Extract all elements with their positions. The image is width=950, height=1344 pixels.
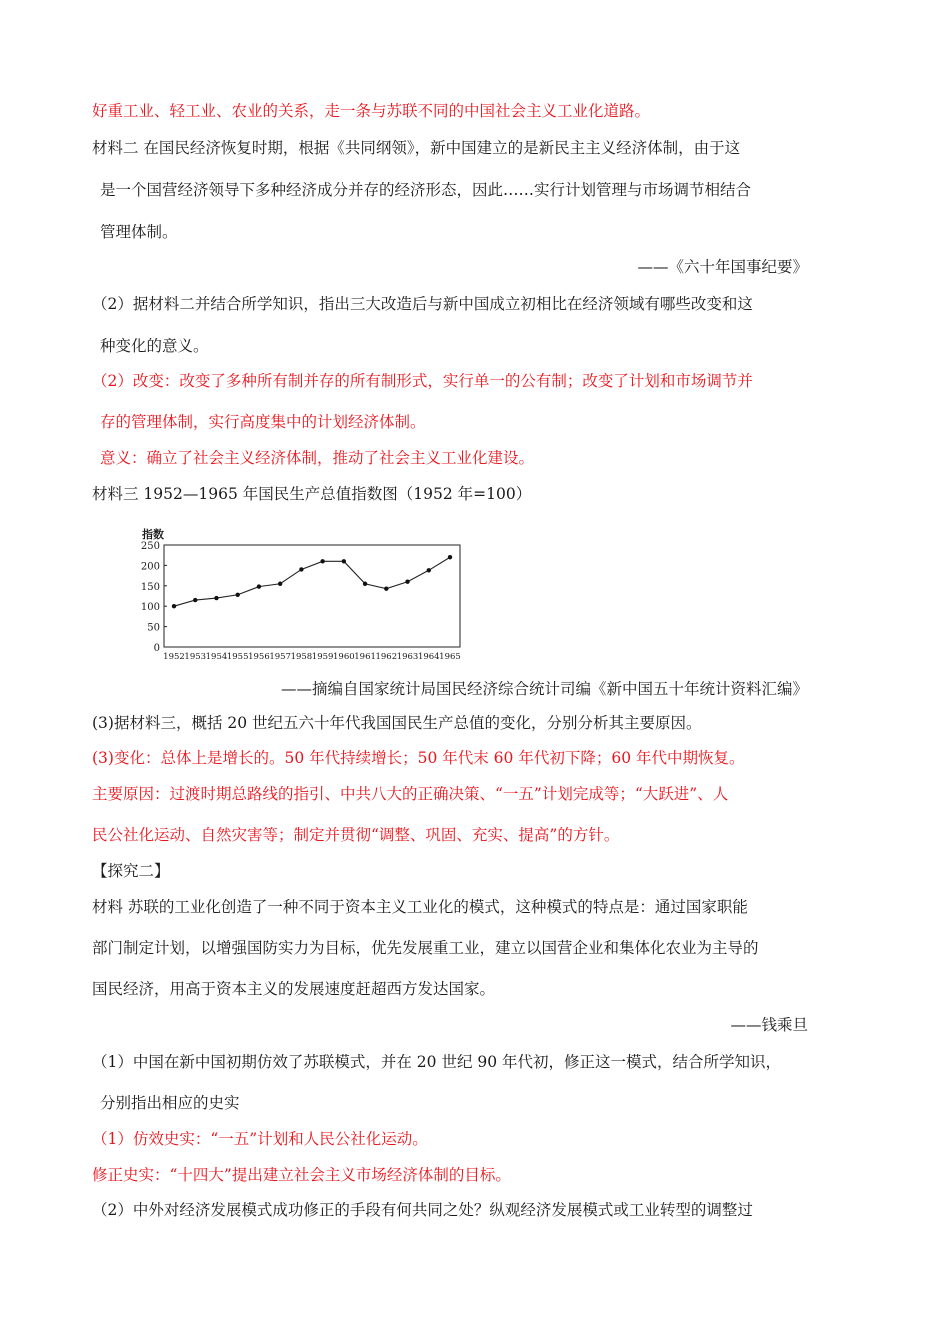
data-point <box>172 604 176 608</box>
question-4-line-1: （1）中国在新中国初期仿效了苏联模式，并在 20 世纪 90 年代初，修正这一模式，结合所学知识， <box>92 1053 782 1071</box>
data-point <box>448 555 452 559</box>
chart-axes <box>164 545 460 647</box>
data-point <box>257 584 261 588</box>
x-tick-label: 1964 <box>417 652 440 662</box>
x-tick-labels <box>163 652 461 662</box>
x-tick-label: 1963 <box>396 652 419 662</box>
answer-line-1: 好重工业、轻工业、农业的关系，走一条与苏联不同的中国社会主义工业化道路。 <box>92 102 651 120</box>
answer-3-reason-line-2: 民公社化运动、自然灾害等；制定并贯彻“调整、巩固、充实、提高”的方针。 <box>92 826 620 844</box>
x-tick-label: 1952 <box>163 652 185 662</box>
answer-2-meaning: 意义：确立了社会主义经济体制，推动了社会主义工业化建设。 <box>100 449 535 467</box>
data-point <box>193 598 197 602</box>
question-3: (3)据材料三，概括 20 世纪五六十年代我国国民生产总值的变化，分别分析其主要原因。 <box>92 714 702 732</box>
material-line-2: 部门制定计划，以增强国防实力为目标，优先发展重工业，建立以国营企业和集体化农业为主导的 <box>92 939 759 957</box>
gnp-index-chart <box>138 523 468 663</box>
y-tick-label: 250 <box>140 541 160 552</box>
material-2-line-2: 是一个国营经济领导下多种经济成分并存的经济形态，因此……实行计划管理与市场调节相结合 <box>100 181 752 199</box>
material-source: ——钱乘旦 <box>730 1016 808 1034</box>
x-tick-label: 1956 <box>248 652 270 662</box>
y-tick-label: 100 <box>140 602 160 614</box>
data-point <box>235 593 239 597</box>
answer-3-reason-line-1: 主要原因：过渡时期总路线的指引、中共八大的正确决策、“一五”计划完成等；“大跃进”、人 <box>92 785 729 803</box>
data-point <box>405 580 409 584</box>
material-3-source: ——摘编自国家统计局国民经济综合统计司编《新中国五十年统计资料汇编》 <box>280 680 808 698</box>
question-5-line-1: （2）中外对经济发展模式成功修正的手段有何共同之处？纵观经济发展模式或工业转型的调整过 <box>92 1201 753 1219</box>
data-point <box>363 582 367 586</box>
answer-3-change: (3)变化：总体上是增长的。50 年代持续增长；50 年代末 60 年代初下降；60 年代中期恢复。 <box>92 749 745 767</box>
material-3-title: 材料三 1952—1965 年国民生产总值指数图（1952 年=100） <box>92 485 532 503</box>
data-point <box>299 567 303 571</box>
x-tick-label: 1957 <box>269 652 291 662</box>
x-tick-label: 1961 <box>354 652 376 662</box>
section-heading-inquiry-2: 【探究二】 <box>92 862 170 880</box>
data-points <box>172 555 452 608</box>
y-axis-label: 指数 <box>142 528 164 541</box>
material-2-source: ——《六十年国事纪要》 <box>637 258 808 276</box>
x-tick-label: 1962 <box>375 652 398 662</box>
y-tick-label: 50 <box>147 622 160 634</box>
x-tick-label: 1959 <box>311 652 334 662</box>
x-tick-label: 1953 <box>184 652 207 662</box>
material-line-3: 国民经济，用高于资本主义的发展速度赶超西方发达国家。 <box>92 980 496 998</box>
x-tick-label: 1960 <box>333 652 355 662</box>
x-tick-label: 1954 <box>205 652 228 662</box>
question-2-line-2: 种变化的意义。 <box>100 337 209 355</box>
answer-2-line-1: （2）改变：改变了多种所有制并存的所有制形式，实行单一的公有制；改变了计划和市场调节并 <box>92 372 753 390</box>
data-point <box>278 582 282 586</box>
question-2-line-1: （2）据材料二并结合所学知识，指出三大改造后与新中国成立初相比在经济领域有哪些改变和这 <box>92 295 753 313</box>
data-point <box>342 559 346 563</box>
material-2-line-3: 管理体制。 <box>100 223 178 241</box>
x-tick-label: 1955 <box>226 652 249 662</box>
answer-4-imitation: （1）仿效史实：“一五”计划和人民公社化运动。 <box>92 1130 428 1148</box>
x-tick-label: 1965 <box>439 652 461 662</box>
y-tick-label: 0 <box>153 643 160 654</box>
answer-2-line-2: 存的管理体制，实行高度集中的计划经济体制。 <box>100 413 426 431</box>
material-line-1: 材料 苏联的工业化创造了一种不同于资本主义工业化的模式，这种模式的特点是：通过国家职能 <box>92 898 748 916</box>
data-point <box>214 596 218 600</box>
x-tick-label: 1958 <box>290 652 313 662</box>
answer-4-correction: 修正史实：“十四大”提出建立社会主义市场经济体制的目标。 <box>92 1166 511 1184</box>
data-point <box>427 568 431 572</box>
data-point <box>320 559 324 563</box>
y-tick-label: 150 <box>140 581 160 593</box>
question-4-line-2: 分别指出相应的史实 <box>100 1094 240 1112</box>
y-tick-labels <box>141 541 167 654</box>
y-tick-label: 200 <box>140 561 160 573</box>
material-2-line-1: 材料二 在国民经济恢复时期，根据《共同纲领》，新中国建立的是新民主主义经济体制，由于这 <box>92 139 741 157</box>
plot-frame <box>164 545 460 647</box>
data-point <box>384 586 388 590</box>
